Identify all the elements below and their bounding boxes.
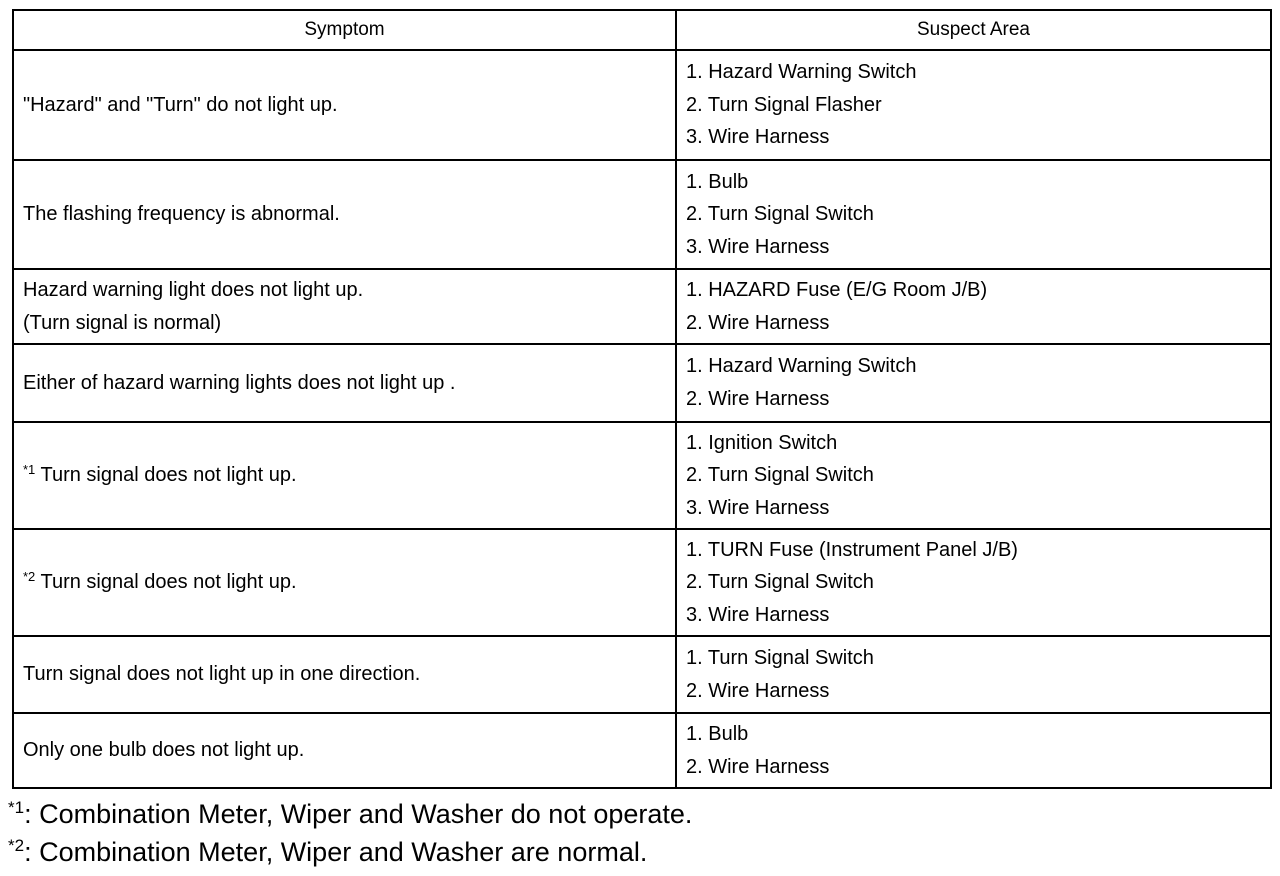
symptom-note: (Turn signal is normal) <box>23 311 222 334</box>
symptom-cell <box>13 636 676 713</box>
troubleshooting-table <box>12 9 1272 789</box>
table-row <box>13 422 1271 529</box>
footnote-1 <box>8 795 692 833</box>
symptom-cell <box>13 529 676 636</box>
symptom-text: Either of hazard warning lights does not light up . <box>23 371 456 394</box>
suspect-item: 2. Turn Signal Switch <box>686 464 874 487</box>
symptom-cell <box>13 269 676 344</box>
suspect-area-cell <box>676 50 1271 160</box>
suspect-item: 2. Wire Harness <box>686 388 830 410</box>
symptom-text: The flashing frequency is abnormal. <box>23 203 340 226</box>
table-row <box>13 344 1271 422</box>
suspect-item: 3. Wire Harness <box>686 235 830 258</box>
suspect-area-cell <box>676 422 1271 529</box>
footnote-marker: *2 <box>23 569 36 585</box>
suspect-area-cell <box>676 636 1271 713</box>
column-header-suspect-area: Suspect Area <box>676 10 1271 50</box>
suspect-item: 2. Turn Signal Switch <box>686 571 874 594</box>
suspect-item: 2. Wire Harness <box>686 755 830 778</box>
suspect-item: 1. Bulb <box>686 170 749 193</box>
table-row <box>13 713 1271 788</box>
suspect-item: 1. TURN Fuse (Instrument Panel J/B) <box>686 538 1018 561</box>
suspect-item: 1. Hazard Warning Switch <box>686 61 917 84</box>
symptom-text: Turn signal does not light up. <box>35 571 297 594</box>
suspect-area-cell <box>676 344 1271 422</box>
symptom-cell <box>13 422 676 529</box>
suspect-item: 1. Turn Signal Switch <box>686 646 874 669</box>
footnote-marker: *2 <box>8 836 25 855</box>
table-row <box>13 529 1271 636</box>
symptom-text: "Hazard" and "Turn" do not light up. <box>23 93 338 116</box>
symptom-text: Only one bulb does not light up. <box>23 739 305 762</box>
symptom-cell <box>13 50 676 160</box>
table-header-row <box>13 10 1271 50</box>
suspect-item: 1. Bulb <box>686 722 749 745</box>
suspect-item: 2. Turn Signal Switch <box>686 203 874 226</box>
symptom-cell <box>13 713 676 788</box>
suspect-item: 3. Wire Harness <box>686 126 830 149</box>
footnote-marker: *1 <box>23 462 36 478</box>
suspect-item: 3. Wire Harness <box>686 496 830 519</box>
suspect-area-cell <box>676 529 1271 636</box>
symptom-text: Turn signal does not light up in one direction. <box>23 663 421 686</box>
footnote-marker: *1 <box>8 798 25 817</box>
footnote-2 <box>8 833 692 871</box>
footnote-text: : Combination Meter, Wiper and Washer do not operate. <box>24 799 693 829</box>
symptom-cell <box>13 344 676 422</box>
table-row <box>13 50 1271 160</box>
table-row <box>13 160 1271 269</box>
suspect-area-cell <box>676 713 1271 788</box>
suspect-item: 2. Wire Harness <box>686 311 830 334</box>
footnotes <box>8 795 692 871</box>
suspect-item: 1. Hazard Warning Switch <box>686 355 917 378</box>
suspect-area-cell <box>676 269 1271 344</box>
symptom-text: Turn signal does not light up. <box>35 464 297 487</box>
suspect-area-cell <box>676 160 1271 269</box>
suspect-item: 2. Wire Harness <box>686 679 830 702</box>
symptom-cell <box>13 160 676 269</box>
table-row <box>13 269 1271 344</box>
footnote-text: : Combination Meter, Wiper and Washer are normal. <box>24 837 648 867</box>
suspect-item: 1. HAZARD Fuse (E/G Room J/B) <box>686 278 988 301</box>
suspect-item: 1. Ignition Switch <box>686 431 838 454</box>
column-header-symptom: Symptom <box>13 10 676 50</box>
suspect-item: 2. Turn Signal Flasher <box>686 93 882 116</box>
suspect-item: 3. Wire Harness <box>686 603 830 626</box>
table-row <box>13 636 1271 713</box>
symptom-text: Hazard warning light does not light up. <box>23 278 364 301</box>
